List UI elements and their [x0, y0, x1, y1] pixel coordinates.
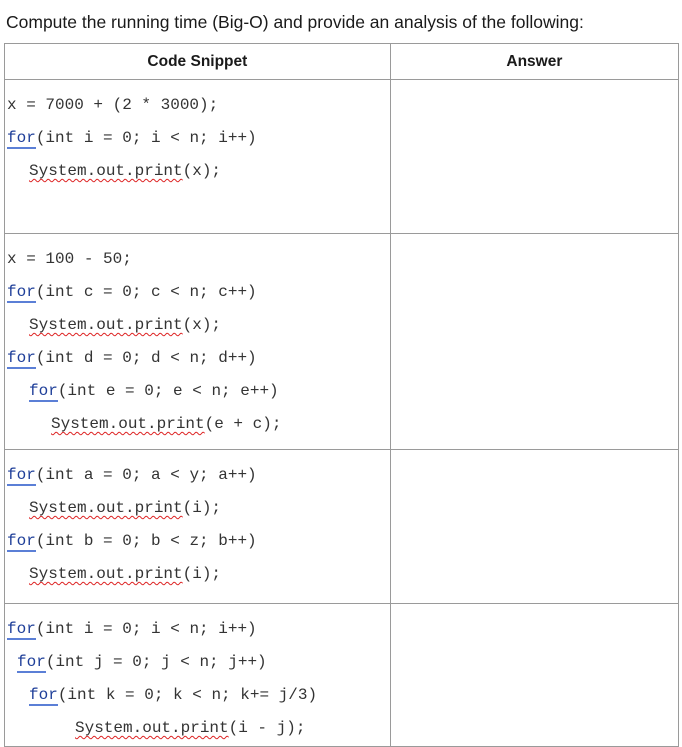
code-line: for(int i = 0; i < n; i++) [7, 129, 257, 147]
answer-cell[interactable] [390, 234, 678, 450]
code-line: System.out.print(x); [29, 162, 222, 180]
answer-cell[interactable] [390, 80, 678, 234]
code-snippet-header: Code Snippet [5, 44, 391, 80]
code-cell [5, 234, 391, 450]
code-line: System.out.print(i); [29, 565, 222, 583]
answer-cell[interactable] [390, 604, 678, 747]
code-cell [5, 80, 391, 234]
analysis-table [4, 43, 679, 747]
code-line: for(int k = 0; k < n; k+= j/3) [29, 686, 318, 704]
answer-header: Answer [390, 44, 678, 80]
question-title: Compute the running time (Big-O) and provide an analysis of the following: [6, 12, 584, 32]
table-row [5, 80, 679, 234]
answer-cell[interactable] [390, 450, 678, 604]
code-line: for(int d = 0; d < n; d++) [7, 349, 257, 367]
code-line: for(int c = 0; c < n; c++) [7, 283, 257, 301]
code-line: for(int j = 0; j < n; j++) [17, 653, 267, 671]
table-row [5, 450, 679, 604]
code-line: for(int b = 0; b < z; b++) [7, 532, 257, 550]
code-line: x = 100 - 50; [7, 250, 132, 268]
code-line: System.out.print(e + c); [51, 415, 282, 433]
code-cell [5, 604, 391, 747]
code-line: System.out.print(x); [29, 316, 222, 334]
code-line: for(int e = 0; e < n; e++) [29, 382, 279, 400]
header-row [5, 44, 679, 80]
code-line: System.out.print(i - j); [75, 719, 306, 737]
table-row [5, 604, 679, 747]
code-line: System.out.print(i); [29, 499, 222, 517]
code-cell [5, 450, 391, 604]
table-row [5, 234, 679, 450]
code-line: for(int a = 0; a < y; a++) [7, 466, 257, 484]
code-line: for(int i = 0; i < n; i++) [7, 620, 257, 638]
code-line: x = 7000 + (2 * 3000); [7, 96, 219, 114]
